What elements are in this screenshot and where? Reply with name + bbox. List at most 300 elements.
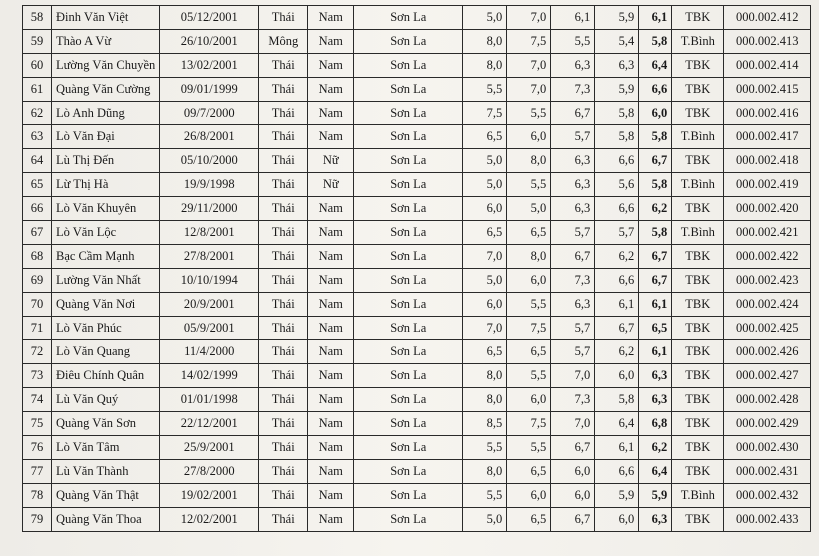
student-name-cell: Lù Văn Quý <box>52 388 160 412</box>
student-name-cell: Lù Thị Đến <box>52 149 160 173</box>
row-number-cell: 74 <box>23 388 52 412</box>
score-1-cell: 5,0 <box>463 507 507 531</box>
student-name-cell: Lò Anh Dũng <box>52 101 160 125</box>
birth-date-cell: 13/02/2001 <box>160 53 259 77</box>
birth-date-cell: 09/7/2000 <box>160 101 259 125</box>
row-number-cell: 60 <box>23 53 52 77</box>
score-4-cell: 6,0 <box>595 364 639 388</box>
average-score-cell: 5,8 <box>639 221 672 245</box>
province-cell: Sơn La <box>354 244 463 268</box>
ethnicity-cell: Thái <box>259 412 308 436</box>
average-score-cell: 5,8 <box>639 29 672 53</box>
birth-date-cell: 01/01/1998 <box>160 388 259 412</box>
gender-cell: Nam <box>308 77 354 101</box>
score-1-cell: 7,0 <box>463 244 507 268</box>
certificate-number-cell: 000.002.425 <box>724 316 811 340</box>
score-3-cell: 5,7 <box>551 316 595 340</box>
classification-cell: TBK <box>672 53 724 77</box>
average-score-cell: 6,6 <box>639 77 672 101</box>
certificate-number-cell: 000.002.416 <box>724 101 811 125</box>
province-cell: Sơn La <box>354 364 463 388</box>
average-score-cell: 6,8 <box>639 412 672 436</box>
average-score-cell: 6,1 <box>639 340 672 364</box>
gender-cell: Nam <box>308 29 354 53</box>
score-1-cell: 7,5 <box>463 101 507 125</box>
average-score-cell: 6,3 <box>639 388 672 412</box>
average-score-cell: 6,4 <box>639 53 672 77</box>
ethnicity-cell: Thái <box>259 77 308 101</box>
average-score-cell: 6,1 <box>639 292 672 316</box>
ethnicity-cell: Thái <box>259 388 308 412</box>
birth-date-cell: 26/8/2001 <box>160 125 259 149</box>
score-1-cell: 6,5 <box>463 340 507 364</box>
gender-cell: Nữ <box>308 149 354 173</box>
score-3-cell: 7,0 <box>551 412 595 436</box>
birth-date-cell: 09/01/1999 <box>160 77 259 101</box>
gender-cell: Nam <box>308 197 354 221</box>
table-row <box>23 436 811 460</box>
average-score-cell: 5,9 <box>639 483 672 507</box>
average-score-cell: 6,4 <box>639 459 672 483</box>
classification-cell: TBK <box>672 436 724 460</box>
table-body <box>23 6 811 532</box>
table-row <box>23 77 811 101</box>
student-name-cell: Lò Văn Lộc <box>52 221 160 245</box>
score-1-cell: 5,0 <box>463 6 507 30</box>
gender-cell: Nam <box>308 388 354 412</box>
student-name-cell: Bạc Cầm Mạnh <box>52 244 160 268</box>
certificate-number-cell: 000.002.433 <box>724 507 811 531</box>
classification-cell: TBK <box>672 244 724 268</box>
score-4-cell: 6,6 <box>595 459 639 483</box>
score-2-cell: 6,0 <box>507 388 551 412</box>
average-score-cell: 5,8 <box>639 173 672 197</box>
score-2-cell: 5,5 <box>507 101 551 125</box>
row-number-cell: 79 <box>23 507 52 531</box>
student-name-cell: Quàng Văn Sơn <box>52 412 160 436</box>
table-row <box>23 340 811 364</box>
student-name-cell: Lường Văn Chuyền <box>52 53 160 77</box>
score-4-cell: 5,7 <box>595 221 639 245</box>
score-3-cell: 6,7 <box>551 507 595 531</box>
score-4-cell: 6,0 <box>595 507 639 531</box>
row-number-cell: 61 <box>23 77 52 101</box>
score-4-cell: 6,2 <box>595 244 639 268</box>
score-2-cell: 5,5 <box>507 364 551 388</box>
table-row <box>23 125 811 149</box>
ethnicity-cell: Thái <box>259 53 308 77</box>
classification-cell: TBK <box>672 459 724 483</box>
gender-cell: Nam <box>308 436 354 460</box>
gender-cell: Nam <box>308 412 354 436</box>
average-score-cell: 6,3 <box>639 364 672 388</box>
ethnicity-cell: Thái <box>259 364 308 388</box>
score-2-cell: 6,5 <box>507 507 551 531</box>
ethnicity-cell: Thái <box>259 292 308 316</box>
score-4-cell: 5,4 <box>595 29 639 53</box>
gender-cell: Nam <box>308 101 354 125</box>
ethnicity-cell: Thái <box>259 459 308 483</box>
table-row <box>23 197 811 221</box>
certificate-number-cell: 000.002.421 <box>724 221 811 245</box>
classification-cell: TBK <box>672 268 724 292</box>
certificate-number-cell: 000.002.418 <box>724 149 811 173</box>
score-2-cell: 6,5 <box>507 459 551 483</box>
gender-cell: Nam <box>308 340 354 364</box>
score-1-cell: 5,0 <box>463 268 507 292</box>
average-score-cell: 6,7 <box>639 149 672 173</box>
table-row <box>23 53 811 77</box>
province-cell: Sơn La <box>354 29 463 53</box>
row-number-cell: 69 <box>23 268 52 292</box>
score-3-cell: 7,3 <box>551 388 595 412</box>
average-score-cell: 6,7 <box>639 244 672 268</box>
score-1-cell: 5,5 <box>463 77 507 101</box>
province-cell: Sơn La <box>354 101 463 125</box>
student-name-cell: Quàng Văn Thoa <box>52 507 160 531</box>
province-cell: Sơn La <box>354 436 463 460</box>
score-1-cell: 8,0 <box>463 364 507 388</box>
table-row <box>23 101 811 125</box>
row-number-cell: 71 <box>23 316 52 340</box>
score-2-cell: 7,0 <box>507 77 551 101</box>
province-cell: Sơn La <box>354 53 463 77</box>
average-score-cell: 6,2 <box>639 197 672 221</box>
ethnicity-cell: Thái <box>259 507 308 531</box>
ethnicity-cell: Thái <box>259 221 308 245</box>
score-3-cell: 6,3 <box>551 292 595 316</box>
score-3-cell: 5,5 <box>551 29 595 53</box>
ethnicity-cell: Mông <box>259 29 308 53</box>
birth-date-cell: 10/10/1994 <box>160 268 259 292</box>
classification-cell: T.Bình <box>672 173 724 197</box>
average-score-cell: 6,2 <box>639 436 672 460</box>
student-name-cell: Lừ Thị Hà <box>52 173 160 197</box>
ethnicity-cell: Thái <box>259 101 308 125</box>
score-3-cell: 6,3 <box>551 53 595 77</box>
certificate-number-cell: 000.002.414 <box>724 53 811 77</box>
ethnicity-cell: Thái <box>259 6 308 30</box>
province-cell: Sơn La <box>354 340 463 364</box>
score-2-cell: 6,0 <box>507 125 551 149</box>
score-2-cell: 8,0 <box>507 244 551 268</box>
classification-cell: TBK <box>672 316 724 340</box>
row-number-cell: 72 <box>23 340 52 364</box>
ethnicity-cell: Thái <box>259 268 308 292</box>
score-1-cell: 5,0 <box>463 173 507 197</box>
classification-cell: T.Bình <box>672 29 724 53</box>
score-1-cell: 6,0 <box>463 197 507 221</box>
student-name-cell: Lù Văn Thành <box>52 459 160 483</box>
birth-date-cell: 26/10/2001 <box>160 29 259 53</box>
certificate-number-cell: 000.002.429 <box>724 412 811 436</box>
row-number-cell: 75 <box>23 412 52 436</box>
classification-cell: TBK <box>672 292 724 316</box>
score-1-cell: 5,5 <box>463 436 507 460</box>
student-name-cell: Điêu Chính Quân <box>52 364 160 388</box>
score-1-cell: 8,0 <box>463 459 507 483</box>
score-3-cell: 6,3 <box>551 197 595 221</box>
province-cell: Sơn La <box>354 316 463 340</box>
gender-cell: Nam <box>308 268 354 292</box>
birth-date-cell: 11/4/2000 <box>160 340 259 364</box>
score-1-cell: 5,0 <box>463 149 507 173</box>
birth-date-cell: 19/02/2001 <box>160 483 259 507</box>
ethnicity-cell: Thái <box>259 340 308 364</box>
score-2-cell: 6,0 <box>507 268 551 292</box>
average-score-cell: 6,1 <box>639 6 672 30</box>
score-1-cell: 6,5 <box>463 221 507 245</box>
gender-cell: Nam <box>308 483 354 507</box>
average-score-cell: 5,8 <box>639 125 672 149</box>
province-cell: Sơn La <box>354 268 463 292</box>
score-2-cell: 5,5 <box>507 436 551 460</box>
score-1-cell: 7,0 <box>463 316 507 340</box>
certificate-number-cell: 000.002.427 <box>724 364 811 388</box>
table-row <box>23 149 811 173</box>
table-row <box>23 6 811 30</box>
classification-cell: TBK <box>672 388 724 412</box>
birth-date-cell: 05/12/2001 <box>160 6 259 30</box>
ethnicity-cell: Thái <box>259 483 308 507</box>
score-3-cell: 6,7 <box>551 101 595 125</box>
ethnicity-cell: Thái <box>259 436 308 460</box>
table-row <box>23 292 811 316</box>
certificate-number-cell: 000.002.417 <box>724 125 811 149</box>
table-row <box>23 459 811 483</box>
score-2-cell: 6,5 <box>507 340 551 364</box>
score-4-cell: 5,8 <box>595 125 639 149</box>
certificate-number-cell: 000.002.422 <box>724 244 811 268</box>
score-4-cell: 5,8 <box>595 388 639 412</box>
province-cell: Sơn La <box>354 6 463 30</box>
classification-cell: TBK <box>672 364 724 388</box>
certificate-number-cell: 000.002.412 <box>724 6 811 30</box>
province-cell: Sơn La <box>354 77 463 101</box>
score-4-cell: 5,9 <box>595 483 639 507</box>
score-3-cell: 7,3 <box>551 77 595 101</box>
certificate-number-cell: 000.002.432 <box>724 483 811 507</box>
score-2-cell: 5,0 <box>507 197 551 221</box>
score-1-cell: 8,0 <box>463 388 507 412</box>
table-row <box>23 316 811 340</box>
row-number-cell: 62 <box>23 101 52 125</box>
row-number-cell: 63 <box>23 125 52 149</box>
score-3-cell: 7,0 <box>551 364 595 388</box>
score-4-cell: 6,1 <box>595 292 639 316</box>
score-2-cell: 7,5 <box>507 412 551 436</box>
gender-cell: Nam <box>308 244 354 268</box>
certificate-number-cell: 000.002.413 <box>724 29 811 53</box>
score-4-cell: 6,2 <box>595 340 639 364</box>
score-3-cell: 6,1 <box>551 6 595 30</box>
row-number-cell: 68 <box>23 244 52 268</box>
row-number-cell: 58 <box>23 6 52 30</box>
score-3-cell: 6,0 <box>551 483 595 507</box>
score-3-cell: 7,3 <box>551 268 595 292</box>
score-3-cell: 6,3 <box>551 149 595 173</box>
classification-cell: TBK <box>672 197 724 221</box>
student-name-cell: Lường Văn Nhất <box>52 268 160 292</box>
classification-cell: TBK <box>672 6 724 30</box>
score-1-cell: 8,0 <box>463 29 507 53</box>
row-number-cell: 78 <box>23 483 52 507</box>
province-cell: Sơn La <box>354 292 463 316</box>
score-3-cell: 6,3 <box>551 173 595 197</box>
gender-cell: Nam <box>308 507 354 531</box>
average-score-cell: 6,7 <box>639 268 672 292</box>
row-number-cell: 66 <box>23 197 52 221</box>
student-name-cell: Lò Văn Khuyên <box>52 197 160 221</box>
student-results-table <box>22 5 811 532</box>
ethnicity-cell: Thái <box>259 316 308 340</box>
birth-date-cell: 20/9/2001 <box>160 292 259 316</box>
table-row <box>23 483 811 507</box>
score-3-cell: 5,7 <box>551 125 595 149</box>
table-row <box>23 29 811 53</box>
gender-cell: Nữ <box>308 173 354 197</box>
birth-date-cell: 12/8/2001 <box>160 221 259 245</box>
student-name-cell: Quàng Văn Nơi <box>52 292 160 316</box>
province-cell: Sơn La <box>354 149 463 173</box>
birth-date-cell: 05/9/2001 <box>160 316 259 340</box>
score-2-cell: 7,0 <box>507 53 551 77</box>
score-1-cell: 6,5 <box>463 125 507 149</box>
classification-cell: TBK <box>672 77 724 101</box>
score-3-cell: 5,7 <box>551 340 595 364</box>
score-3-cell: 6,0 <box>551 459 595 483</box>
score-4-cell: 5,9 <box>595 77 639 101</box>
province-cell: Sơn La <box>354 221 463 245</box>
average-score-cell: 6,0 <box>639 101 672 125</box>
birth-date-cell: 25/9/2001 <box>160 436 259 460</box>
score-1-cell: 5,5 <box>463 483 507 507</box>
birth-date-cell: 05/10/2000 <box>160 149 259 173</box>
student-name-cell: Lò Văn Đại <box>52 125 160 149</box>
table-row <box>23 388 811 412</box>
certificate-number-cell: 000.002.426 <box>724 340 811 364</box>
row-number-cell: 65 <box>23 173 52 197</box>
ethnicity-cell: Thái <box>259 197 308 221</box>
ethnicity-cell: Thái <box>259 173 308 197</box>
score-2-cell: 6,0 <box>507 483 551 507</box>
certificate-number-cell: 000.002.430 <box>724 436 811 460</box>
row-number-cell: 64 <box>23 149 52 173</box>
table-row <box>23 173 811 197</box>
classification-cell: T.Bình <box>672 221 724 245</box>
gender-cell: Nam <box>308 125 354 149</box>
score-3-cell: 6,7 <box>551 436 595 460</box>
score-4-cell: 6,6 <box>595 149 639 173</box>
gender-cell: Nam <box>308 221 354 245</box>
classification-cell: T.Bình <box>672 483 724 507</box>
student-name-cell: Lò Văn Phúc <box>52 316 160 340</box>
score-2-cell: 5,5 <box>507 292 551 316</box>
classification-cell: T.Bình <box>672 125 724 149</box>
score-4-cell: 6,3 <box>595 53 639 77</box>
score-4-cell: 5,8 <box>595 101 639 125</box>
certificate-number-cell: 000.002.419 <box>724 173 811 197</box>
ethnicity-cell: Thái <box>259 244 308 268</box>
birth-date-cell: 22/12/2001 <box>160 412 259 436</box>
certificate-number-cell: 000.002.428 <box>724 388 811 412</box>
score-4-cell: 6,1 <box>595 436 639 460</box>
province-cell: Sơn La <box>354 173 463 197</box>
score-2-cell: 7,0 <box>507 6 551 30</box>
score-2-cell: 5,5 <box>507 173 551 197</box>
province-cell: Sơn La <box>354 412 463 436</box>
score-3-cell: 6,7 <box>551 244 595 268</box>
classification-cell: TBK <box>672 340 724 364</box>
average-score-cell: 6,5 <box>639 316 672 340</box>
student-name-cell: Lò Văn Tâm <box>52 436 160 460</box>
certificate-number-cell: 000.002.424 <box>724 292 811 316</box>
score-2-cell: 6,5 <box>507 221 551 245</box>
province-cell: Sơn La <box>354 197 463 221</box>
classification-cell: TBK <box>672 412 724 436</box>
student-name-cell: Lò Văn Quang <box>52 340 160 364</box>
score-2-cell: 7,5 <box>507 29 551 53</box>
certificate-number-cell: 000.002.431 <box>724 459 811 483</box>
ethnicity-cell: Thái <box>259 149 308 173</box>
row-number-cell: 73 <box>23 364 52 388</box>
score-4-cell: 6,6 <box>595 197 639 221</box>
birth-date-cell: 27/8/2000 <box>160 459 259 483</box>
birth-date-cell: 14/02/1999 <box>160 364 259 388</box>
row-number-cell: 59 <box>23 29 52 53</box>
student-name-cell: Quàng Văn Thật <box>52 483 160 507</box>
ethnicity-cell: Thái <box>259 125 308 149</box>
province-cell: Sơn La <box>354 483 463 507</box>
gender-cell: Nam <box>308 6 354 30</box>
table-row <box>23 268 811 292</box>
score-4-cell: 5,6 <box>595 173 639 197</box>
table-row <box>23 507 811 531</box>
score-4-cell: 6,6 <box>595 268 639 292</box>
table-row <box>23 221 811 245</box>
average-score-cell: 6,3 <box>639 507 672 531</box>
province-cell: Sơn La <box>354 459 463 483</box>
score-4-cell: 6,7 <box>595 316 639 340</box>
table-row <box>23 412 811 436</box>
row-number-cell: 67 <box>23 221 52 245</box>
birth-date-cell: 19/9/1998 <box>160 173 259 197</box>
score-4-cell: 6,4 <box>595 412 639 436</box>
gender-cell: Nam <box>308 316 354 340</box>
row-number-cell: 76 <box>23 436 52 460</box>
province-cell: Sơn La <box>354 125 463 149</box>
classification-cell: TBK <box>672 101 724 125</box>
student-name-cell: Đinh Văn Việt <box>52 6 160 30</box>
gender-cell: Nam <box>308 459 354 483</box>
score-2-cell: 8,0 <box>507 149 551 173</box>
birth-date-cell: 29/11/2000 <box>160 197 259 221</box>
row-number-cell: 77 <box>23 459 52 483</box>
score-2-cell: 7,5 <box>507 316 551 340</box>
student-name-cell: Quàng Văn Cường <box>52 77 160 101</box>
classification-cell: TBK <box>672 507 724 531</box>
gender-cell: Nam <box>308 292 354 316</box>
certificate-number-cell: 000.002.415 <box>724 77 811 101</box>
score-4-cell: 5,9 <box>595 6 639 30</box>
student-name-cell: Thào A Vừ <box>52 29 160 53</box>
gender-cell: Nam <box>308 53 354 77</box>
province-cell: Sơn La <box>354 507 463 531</box>
classification-cell: TBK <box>672 149 724 173</box>
birth-date-cell: 12/02/2001 <box>160 507 259 531</box>
score-3-cell: 5,7 <box>551 221 595 245</box>
score-1-cell: 8,0 <box>463 53 507 77</box>
